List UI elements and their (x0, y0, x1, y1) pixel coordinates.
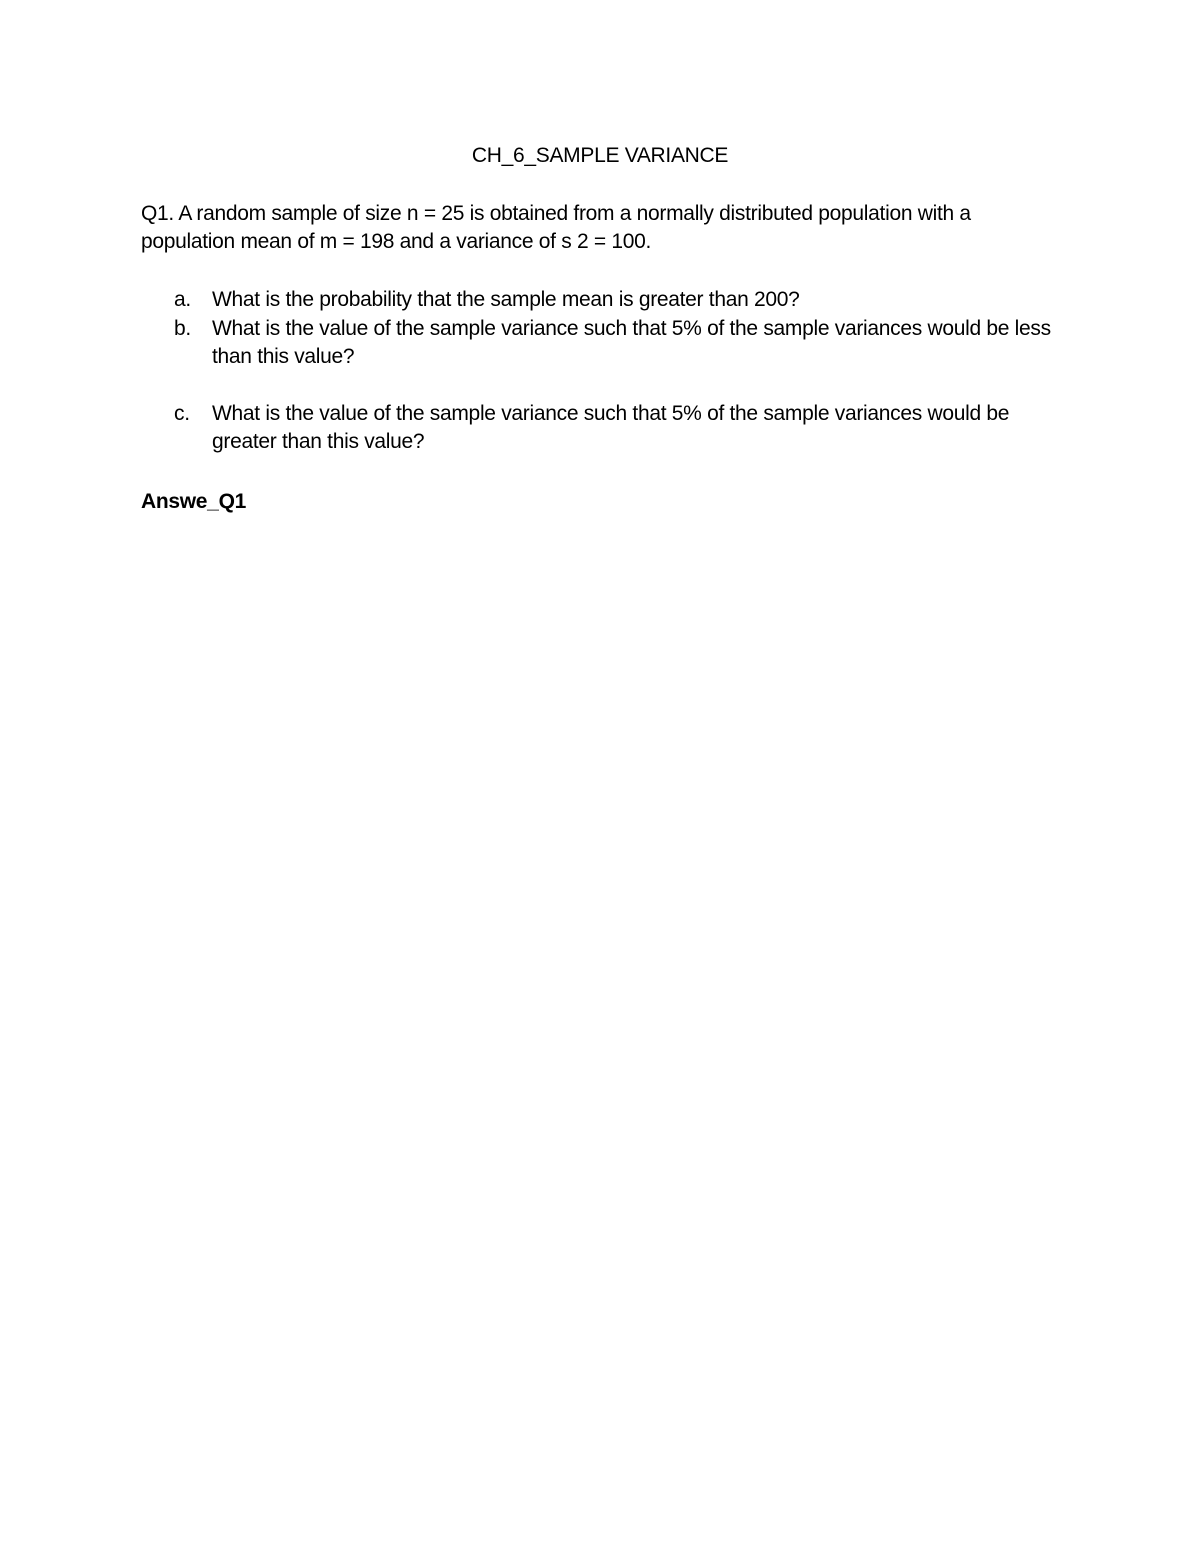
list-item-text: What is the value of the sample variance such that 5% of the sample variances would be greater than this value? (212, 401, 1010, 453)
question-parts-list (141, 286, 1061, 457)
list-item (141, 286, 1061, 315)
list-item (141, 315, 1061, 372)
list-item (141, 400, 1061, 457)
list-item-marker: c. (174, 401, 190, 425)
list-item-marker: b. (174, 316, 191, 340)
list-item-text: What is the probability that the sample mean is greater than 200? (212, 288, 800, 311)
answer-heading: Answe_Q1 (141, 490, 246, 513)
page-title: CH_6_SAMPLE VARIANCE (471, 144, 729, 167)
question-text: Q1. A random sample of size n = 25 is obtained from a normally distributed population with a population mean of m = 198 and a variance of s 2 = 100. (141, 202, 971, 253)
list-item-marker: a. (174, 288, 191, 311)
list-item-text: What is the value of the sample variance such that 5% of the sample variances would be less than this value? (212, 316, 1051, 368)
